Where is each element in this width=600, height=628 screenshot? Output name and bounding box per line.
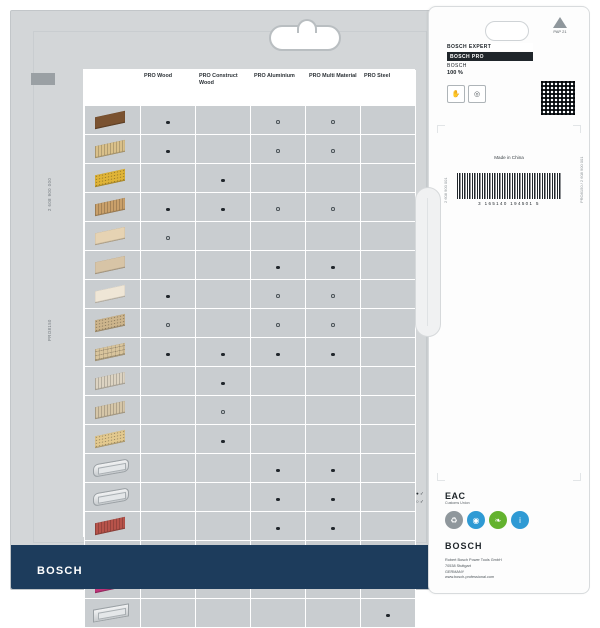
softwood-board-icon: [95, 140, 129, 158]
filled-dot-icon: [221, 440, 224, 443]
mark-cell: [306, 309, 361, 338]
product-label-strip: [428, 6, 590, 594]
mark-cell: [141, 193, 196, 222]
material-cell-coated-panel: [85, 280, 141, 309]
col-header-pro-aluminium: PRO Aluminium: [251, 71, 306, 106]
mark-cell: [251, 164, 306, 193]
open-circle-icon: [276, 207, 280, 211]
mark-cell: [306, 135, 361, 164]
composite-panel-icon: [95, 343, 129, 361]
mark-cell: [306, 512, 361, 541]
mark-cell: [306, 222, 361, 251]
mark-cell: [306, 396, 361, 425]
mark-cell: [196, 135, 251, 164]
chipboard-panel-icon: [95, 314, 129, 332]
label-percent: 100 %: [447, 70, 463, 76]
mark-cell: [361, 164, 416, 193]
table-row: [85, 396, 416, 425]
filled-dot-icon: [276, 527, 279, 530]
compatibility-table-wrap: [83, 69, 424, 537]
coated-panel-icon: [95, 285, 129, 303]
mark-cell: [196, 425, 251, 454]
recycle-code: PAP 21: [553, 29, 567, 34]
open-circle-icon: [276, 149, 280, 153]
mark-cell: [141, 106, 196, 135]
material-cell-steel-profile: [85, 599, 141, 628]
hardwood-board-icon: [95, 111, 129, 129]
mark-cell: [306, 338, 361, 367]
table-row: [85, 135, 416, 164]
steel-profile-icon: [93, 603, 129, 622]
mark-cell: [251, 454, 306, 483]
open-circle-icon: [276, 323, 280, 327]
osb-panel-icon: [95, 169, 129, 187]
legend-line-1: ● ✓: [416, 491, 424, 497]
mark-cell: [196, 106, 251, 135]
open-circle-icon: [276, 120, 280, 124]
mark-cell: [196, 309, 251, 338]
mark-cell: [196, 251, 251, 280]
barcode: [457, 173, 561, 199]
mark-cell: [141, 367, 196, 396]
filled-dot-icon: [276, 469, 279, 472]
table-row: [85, 512, 416, 541]
table-header-row: [85, 71, 416, 106]
aluminium-tube-icon: [93, 487, 129, 506]
mark-cell: [196, 512, 251, 541]
mdf-panel-icon: [95, 256, 129, 274]
label-bosch-wordmark: BOSCH: [445, 541, 483, 551]
mark-cell: [141, 251, 196, 280]
manufacturer-address: Robert Bosch Power Tools GmbH 70538 Stuttgart GERMANY www.bosch-professional.com: [445, 558, 502, 580]
table-row: [85, 367, 416, 396]
steel-profile-inner-icon: [98, 608, 126, 620]
mark-cell: [141, 425, 196, 454]
table-row: [85, 425, 416, 454]
mark-cell: [251, 309, 306, 338]
crop-mark-top-left: [437, 125, 445, 133]
filled-dot-icon: [276, 498, 279, 501]
mark-cell: [306, 193, 361, 222]
blade-icon: ◎: [468, 85, 486, 103]
mark-cell: [251, 280, 306, 309]
mark-cell: [361, 280, 416, 309]
legend-line-2: ○ ✓: [416, 499, 424, 505]
barcode-number: 3 165140 194501 5: [478, 201, 540, 206]
filled-dot-icon: [331, 498, 334, 501]
mark-cell: [251, 106, 306, 135]
mark-cell: [361, 396, 416, 425]
material-cell-laminated-panel: [85, 193, 141, 222]
crop-mark-top-right: [573, 125, 581, 133]
mark-cell: [141, 454, 196, 483]
mark-cell: [141, 512, 196, 541]
leaf-cert-icon: ❧: [489, 511, 507, 529]
mark-cell: [196, 396, 251, 425]
crop-mark-bottom-right: [573, 473, 581, 481]
mark-cell: [306, 164, 361, 193]
aluminium-profile-inner-icon: [98, 463, 126, 475]
open-circle-icon: [331, 294, 335, 298]
mark-cell: [196, 222, 251, 251]
open-circle-icon: [331, 207, 335, 211]
mark-cell: [196, 367, 251, 396]
open-circle-icon: [331, 323, 335, 327]
mark-cell: [361, 251, 416, 280]
aluminium-sandwich-icon: [95, 517, 129, 535]
mark-cell: [251, 367, 306, 396]
label-expert-line: BOSCH EXPERT: [447, 43, 533, 51]
mark-cell: [306, 251, 361, 280]
label-pro-line: BOSCH PRO: [447, 52, 533, 61]
material-cell-softwood-board: [85, 135, 141, 164]
hand-icon: ✋: [447, 85, 465, 103]
table-row: [85, 338, 416, 367]
mark-cell: [141, 599, 196, 628]
filled-dot-icon: [276, 266, 279, 269]
mark-cell: [251, 425, 306, 454]
mark-cell: [361, 599, 416, 628]
brand-band: [11, 545, 441, 589]
mark-cell: [361, 106, 416, 135]
plywood-thin-icon: [95, 227, 129, 245]
filled-dot-icon: [166, 353, 169, 356]
hanging-clip: [415, 187, 441, 337]
filled-dot-icon: [221, 208, 224, 211]
crop-mark-bottom-left: [437, 473, 445, 481]
filled-dot-icon: [166, 121, 169, 124]
table-row: [85, 280, 416, 309]
material-cell-osb-panel: [85, 164, 141, 193]
mark-cell: [251, 193, 306, 222]
eac-mark: [445, 491, 470, 505]
open-circle-icon: [331, 120, 335, 124]
certification-icon-row: [445, 511, 529, 529]
material-cell-nailed-timber: [85, 396, 141, 425]
mark-cell: [196, 483, 251, 512]
info-cert-icon: i: [511, 511, 529, 529]
filled-dot-icon: [221, 353, 224, 356]
col-header-material: [85, 71, 141, 106]
col-header-pro-multi-material: PRO Multi Material: [306, 71, 361, 106]
material-cell-thin-batten: [85, 367, 141, 396]
mark-cell: [141, 280, 196, 309]
product-package-card: [10, 10, 442, 590]
filled-dot-icon: [386, 614, 389, 617]
mark-cell: [196, 193, 251, 222]
mark-cell: [251, 222, 306, 251]
water-cert-icon: ◉: [467, 511, 485, 529]
nailed-timber-icon: [95, 401, 129, 419]
mark-cell: [196, 599, 251, 628]
label-side-code-2: PRO8150 / 2 608 900 001: [579, 156, 584, 203]
material-cell-aluminium-tube: [85, 483, 141, 512]
mark-cell: [141, 222, 196, 251]
mark-cell: [306, 483, 361, 512]
filled-dot-icon: [331, 527, 334, 530]
eac-subtext: Customs Union: [445, 501, 470, 505]
mark-cell: [361, 338, 416, 367]
table-row: [85, 251, 416, 280]
mark-cell: [251, 599, 306, 628]
mark-cell: [251, 135, 306, 164]
pallet-wood-icon: [95, 430, 129, 448]
mark-cell: [361, 367, 416, 396]
table-row: [85, 106, 416, 135]
table-row: [85, 483, 416, 512]
filled-dot-icon: [221, 382, 224, 385]
mark-cell: [306, 425, 361, 454]
card-side-code-1: 2 608 900 000: [47, 177, 52, 211]
mark-cell: [251, 251, 306, 280]
material-cell-aluminium-sandwich: [85, 512, 141, 541]
open-circle-icon: [276, 294, 280, 298]
mark-cell: [361, 512, 416, 541]
recycle-cert-icon: ♻: [445, 511, 463, 529]
mark-cell: [306, 599, 361, 628]
col-header-pro-steel: PRO Steel: [361, 71, 416, 106]
table-row: [85, 193, 416, 222]
mark-cell: [361, 222, 416, 251]
filled-dot-icon: [166, 208, 169, 211]
mark-cell: [361, 193, 416, 222]
eac-text: EAC: [445, 491, 466, 501]
label-brand-box: [447, 43, 533, 76]
mark-cell: [361, 135, 416, 164]
mark-cell: [196, 338, 251, 367]
material-cell-chipboard-panel: [85, 309, 141, 338]
table-row: [85, 454, 416, 483]
recycle-triangle-icon: [553, 17, 567, 28]
open-circle-icon: [221, 410, 225, 414]
col-header-pro-wood: PRO Wood: [141, 71, 196, 106]
material-cell-mdf-panel: [85, 251, 141, 280]
table-row: [85, 222, 416, 251]
mark-cell: [251, 338, 306, 367]
filled-dot-icon: [331, 469, 334, 472]
aluminium-profile-icon: [93, 458, 129, 477]
mark-cell: [361, 483, 416, 512]
mark-cell: [306, 106, 361, 135]
filled-dot-icon: [166, 295, 169, 298]
aluminium-tube-inner-icon: [98, 492, 126, 504]
card-side-code-2: PRO8150: [47, 319, 52, 341]
mark-cell: [306, 454, 361, 483]
mark-cell: [196, 164, 251, 193]
thin-batten-icon: [95, 372, 129, 390]
mark-cell: [141, 135, 196, 164]
mark-cell: [251, 396, 306, 425]
col-header-pro-construct-wood: PRO Construct Wood: [196, 71, 251, 106]
mark-cell: [361, 309, 416, 338]
mark-cell: [306, 367, 361, 396]
laminated-panel-icon: [95, 198, 129, 216]
mark-cell: [196, 280, 251, 309]
filled-dot-icon: [331, 266, 334, 269]
mark-cell: [361, 454, 416, 483]
open-circle-icon: [331, 149, 335, 153]
recycling-icon: [547, 17, 573, 34]
mark-cell: [141, 483, 196, 512]
material-cell-hardwood-board: [85, 106, 141, 135]
bosch-wordmark: BOSCH: [37, 565, 83, 577]
material-cell-composite-panel: [85, 338, 141, 367]
label-hang-hole: [485, 21, 529, 41]
mark-cell: [306, 280, 361, 309]
material-cell-plywood-thin: [85, 222, 141, 251]
mark-cell: [141, 338, 196, 367]
made-in-text: Made in China: [494, 155, 524, 160]
left-edge-tab: [31, 73, 55, 85]
label-pictogram-row: [447, 85, 486, 103]
label-brand-line: BOSCH: [447, 63, 467, 69]
filled-dot-icon: [276, 353, 279, 356]
clip-fold-line: [427, 198, 428, 326]
hang-hole: [269, 25, 341, 51]
table-row: [85, 164, 416, 193]
label-side-code-1: 2 608 900 001: [443, 177, 448, 203]
material-cell-pallet-wood: [85, 425, 141, 454]
mark-cell: [141, 396, 196, 425]
open-circle-icon: [166, 236, 170, 240]
mark-cell: [141, 309, 196, 338]
filled-dot-icon: [166, 150, 169, 153]
table-row: [85, 309, 416, 338]
open-circle-icon: [166, 323, 170, 327]
mark-cell: [361, 425, 416, 454]
mark-cell: [251, 483, 306, 512]
filled-dot-icon: [331, 353, 334, 356]
mark-cell: [196, 454, 251, 483]
mark-cell: [251, 512, 306, 541]
filled-dot-icon: [221, 179, 224, 182]
material-cell-aluminium-profile: [85, 454, 141, 483]
table-row: [85, 599, 416, 628]
qr-code: [541, 81, 575, 115]
mark-cell: [141, 164, 196, 193]
